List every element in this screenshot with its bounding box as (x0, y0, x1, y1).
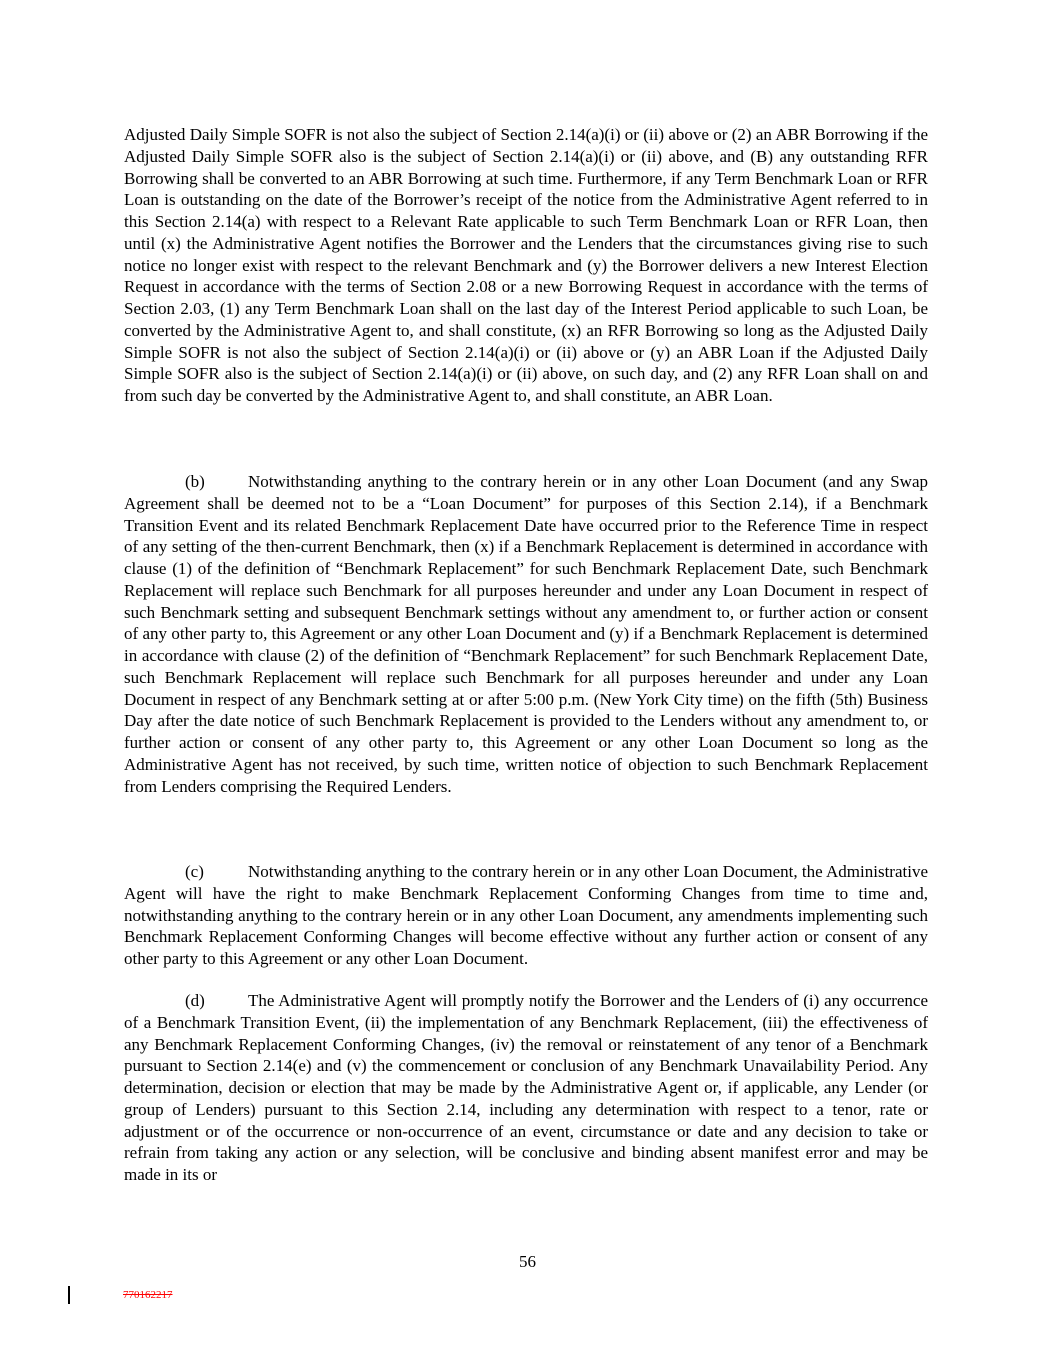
section-b-text: Notwithstanding anything to the contrary herein or in any other Loan Document (and any Swap Agreement shall be deemed not to be a “Loan Document” for purposes of this Section 2.14), if a Benchmark Transition Event and its related Benchmark Replacement Date have occurred prior to the Reference Time in respect of any setting of the then-current Benchmark, then (x) if a Benchmark Replacement is determined in accordance with clause (1) of the definition of “Benchmark Replacement” for such Benchmark Replacement Date, such Benchmark Replacement will replace such Benchmark for all purposes hereunder and under any Loan Document in respect of such Benchmark setting and subsequent Benchmark settings without any amendment to, or further action or consent of any other party to, this Agreement or any other Loan Document and (y) if a Benchmark Replacement is determined in accordance with clause (2) of the definition of “Benchmark Replacement” for such Benchmark Replacement Date, such Benchmark Replacement will replace such Benchmark for all purposes hereunder and under any Loan Document in respect of any Benchmark setting at or after 5:00 p.m. (New York City time) on the fifth (5th) Business Day after the date notice of such Benchmark Replacement is provided to the Lenders without any amendment to, or further action or consent of any other party to, this Agreement or any other Loan Document so long as the Administrative Agent has not received, by such time, written notice of objection to such Benchmark Replacement from Lenders comprising the Required Lenders. (124, 472, 928, 796)
section-c-paragraph (124, 861, 928, 970)
section-d-paragraph (124, 990, 928, 1186)
section-b-label: (b) (185, 472, 205, 491)
section-c-text: Notwithstanding anything to the contrary herein or in any other Loan Document, the Administrative Agent will have the right to make Benchmark Replacement Conforming Changes from time to time and, notwithstanding anything to the contrary herein or in any other Loan Document, any amendments implementing such Benchmark Replacement Conforming Changes will become effective without any further action or consent of any other party to this Agreement or any other Loan Document. (124, 862, 928, 968)
section-b-paragraph (124, 471, 928, 797)
section-c-label: (c) (185, 862, 204, 881)
document-id: 770162217 (123, 1289, 173, 1301)
continuation-paragraph: Adjusted Daily Simple SOFR is not also the subject of Section 2.14(a)(i) or (ii) above or (2) an ABR Borrowing if the Adjusted Daily Simple SOFR also is the subject of Section 2.14(a)(i) or (ii) above, and (B) any outstanding RFR Borrowing shall be converted to an ABR Borrowing at such time. Furthermore, if any Term Benchmark Loan or RFR Loan is outstanding on the date of the Borrower’s receipt of the notice from the Administrative Agent referred to in this Section 2.14(a) with respect to a Relevant Rate applicable to such Term Benchmark Loan or RFR Loan, then until (x) the Administrative Agent notifies the Borrower and the Lenders that the circumstances giving rise to such notice no longer exist with respect to the relevant Benchmark and (y) the Borrower delivers a new Interest Election Request in accordance with the terms of Section 2.08 or a new Borrowing Request in accordance with the terms of Section 2.03, (1) any Term Benchmark Loan shall on the last day of the Interest Period applicable to such Loan, be converted by the Administrative Agent to, and shall constitute, (x) an RFR Borrowing so long as the Adjusted Daily Simple SOFR is not also the subject of Section 2.14(a)(i) or (ii) above or (y) an ABR Loan if the Adjusted Daily Simple SOFR also is the subject of Section 2.14(a)(i) or (ii) above, on such day, and (2) any RFR Loan shall on and from such day be converted by the Administrative Agent to, and shall constitute, an ABR Loan. (124, 125, 928, 405)
section-d-text: The Administrative Agent will promptly notify the Borrower and the Lenders of (i) any occurrence of a Benchmark Transition Event, (ii) the implementation of any Benchmark Replacement, (iii) the effectiveness of any Benchmark Replacement Conforming Changes, (iv) the removal or reinstatement of any tenor of a Benchmark pursuant to Section 2.14(e) and (v) the commencement or conclusion of any Benchmark Unavailability Period. Any determination, decision or election that may be made by the Administrative Agent or, if applicable, any Lender (or group of Lenders) pursuant to this Section 2.14, including any determination with respect to a tenor, rate or adjustment or of the occurrence or non-occurrence of an event, circumstance or date and any decision to take or refrain from taking any action or any selection, will be conclusive and binding absent manifest error and may be made in its or (124, 991, 928, 1184)
section-d-label: (d) (185, 991, 205, 1010)
revision-change-bar (68, 1286, 70, 1304)
page-number: 56 (519, 1252, 536, 1271)
